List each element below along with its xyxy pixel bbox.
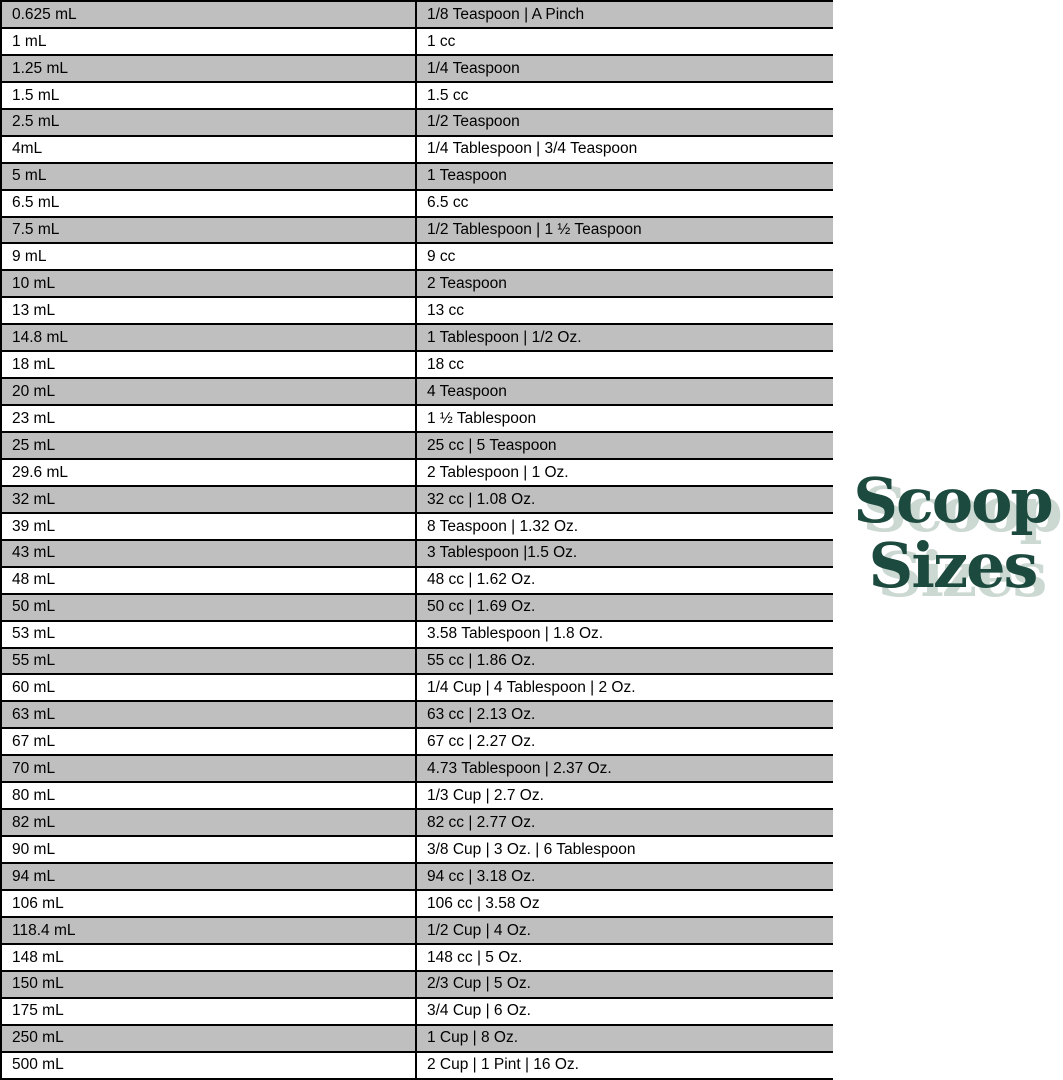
ml-cell: 32 mL [2, 487, 417, 512]
table-row [2, 298, 833, 325]
equivalent-cell: 1/8 Teaspoon | A Pinch [427, 5, 585, 23]
table-row [2, 999, 833, 1026]
ml-cell: 175 mL [2, 999, 417, 1024]
table-row [2, 783, 833, 810]
table-row [2, 83, 833, 110]
ml-cell: 1.25 mL [2, 56, 417, 81]
ml-cell: 20 mL [2, 379, 417, 404]
ml-cell: 500 mL [2, 1053, 417, 1078]
equivalent-cell: 63 cc | 2.13 Oz. [427, 706, 536, 724]
table-row [2, 56, 833, 83]
equivalent-cell: 2 Tablespoon | 1 Oz. [427, 463, 569, 481]
equivalent-cell: 3/4 Cup | 6 Oz. [427, 1002, 531, 1020]
table-row [2, 891, 833, 918]
ml-cell: 80 mL [2, 783, 417, 808]
equivalent-cell: 1 Tablespoon | 1/2 Oz. [427, 328, 582, 346]
ml-cell: 2.5 mL [2, 110, 417, 135]
equivalent-cell: 1/4 Teaspoon [427, 59, 520, 77]
table-row [2, 729, 833, 756]
equivalent-cell: 1/4 Cup | 4 Tablespoon | 2 Oz. [427, 679, 636, 697]
table-row [2, 514, 833, 541]
scoop-sizes-logo [842, 464, 1063, 602]
equivalent-cell: 1 Teaspoon [427, 167, 507, 185]
equivalent-cell: 1/2 Cup | 4 Oz. [427, 921, 531, 939]
equivalent-cell: 8 Teaspoon | 1.32 Oz. [427, 517, 579, 535]
ml-cell: 9 mL [2, 244, 417, 269]
table-row [2, 918, 833, 945]
equivalent-cell: 94 cc | 3.18 Oz. [427, 867, 536, 885]
table-row [2, 702, 833, 729]
ml-cell: 148 mL [2, 945, 417, 970]
equivalent-cell: 2 Teaspoon [427, 275, 507, 293]
logo-line-2: Sizes [868, 529, 1037, 602]
ml-cell: 70 mL [2, 756, 417, 781]
table-row [2, 864, 833, 891]
table-row [2, 379, 833, 406]
equivalent-cell: 1/3 Cup | 2.7 Oz. [427, 786, 544, 804]
equivalent-cell: 148 cc | 5 Oz. [427, 948, 523, 966]
ml-cell: 25 mL [2, 433, 417, 458]
table-row [2, 218, 833, 245]
table-row [2, 1053, 833, 1080]
table-row [2, 810, 833, 837]
equivalent-cell: 3.58 Tablespoon | 1.8 Oz. [427, 625, 604, 643]
ml-cell: 10 mL [2, 271, 417, 296]
equivalent-cell: 1/2 Teaspoon [427, 113, 520, 131]
table-row [2, 837, 833, 864]
equivalent-cell: 1.5 cc [427, 86, 469, 104]
table-row [2, 406, 833, 433]
equivalent-cell: 82 cc | 2.77 Oz. [427, 813, 536, 831]
equivalent-cell: 3/8 Cup | 3 Oz. | 6 Tablespoon [427, 840, 636, 858]
table-row [2, 137, 833, 164]
equivalent-cell: 106 cc | 3.58 Oz [427, 894, 540, 912]
ml-cell: 4mL [2, 137, 417, 162]
equivalent-cell: 32 cc | 1.08 Oz. [427, 490, 536, 508]
ml-cell: 53 mL [2, 622, 417, 647]
table-row [2, 29, 833, 56]
table-row [2, 460, 833, 487]
ml-cell: 43 mL [2, 541, 417, 566]
table-row [2, 191, 833, 218]
ml-cell: 106 mL [2, 891, 417, 916]
ml-cell: 1.5 mL [2, 83, 417, 108]
equivalent-cell: 1/4 Tablespoon | 3/4 Teaspoon [427, 140, 638, 158]
ml-cell: 18 mL [2, 352, 417, 377]
ml-cell: 67 mL [2, 729, 417, 754]
table-row [2, 675, 833, 702]
ml-cell: 90 mL [2, 837, 417, 862]
table-row [2, 164, 833, 191]
ml-cell: 0.625 mL [2, 2, 417, 27]
table-row [2, 756, 833, 783]
ml-cell: 250 mL [2, 1026, 417, 1051]
ml-cell: 5 mL [2, 164, 417, 189]
ml-cell: 63 mL [2, 702, 417, 727]
ml-cell: 50 mL [2, 595, 417, 620]
equivalent-cell: 4.73 Tablespoon | 2.37 Oz. [427, 759, 612, 777]
ml-cell: 82 mL [2, 810, 417, 835]
equivalent-cell: 9 cc [427, 248, 456, 266]
equivalent-cell: 1 ½ Tablespoon [427, 409, 537, 427]
equivalent-cell: 2/3 Cup | 5 Oz. [427, 975, 531, 993]
table-row [2, 1026, 833, 1053]
ml-cell: 23 mL [2, 406, 417, 431]
equivalent-cell: 55 cc | 1.86 Oz. [427, 652, 536, 670]
ml-cell: 94 mL [2, 864, 417, 889]
table-row [2, 110, 833, 137]
equivalent-cell: 13 cc [427, 302, 465, 320]
ml-cell: 13 mL [2, 298, 417, 323]
equivalent-cell: 48 cc | 1.62 Oz. [427, 571, 536, 589]
table-row [2, 2, 833, 29]
equivalent-cell: 25 cc | 5 Teaspoon [427, 436, 557, 454]
ml-cell: 60 mL [2, 675, 417, 700]
table-row [2, 972, 833, 999]
table-row [2, 622, 833, 649]
table-row [2, 244, 833, 271]
ml-cell: 118.4 mL [2, 918, 417, 943]
logo-line-1: Scoop [853, 464, 1052, 537]
table-row [2, 271, 833, 298]
table-row [2, 568, 833, 595]
equivalent-cell: 50 cc | 1.69 Oz. [427, 598, 536, 616]
table-row [2, 433, 833, 460]
table-row [2, 595, 833, 622]
ml-cell: 1 mL [2, 29, 417, 54]
ml-cell: 48 mL [2, 568, 417, 593]
ml-cell: 55 mL [2, 649, 417, 674]
equivalent-cell: 1/2 Tablespoon | 1 ½ Teaspoon [427, 221, 642, 239]
equivalent-cell: 2 Cup | 1 Pint | 16 Oz. [427, 1056, 579, 1074]
ml-cell: 6.5 mL [2, 191, 417, 216]
equivalent-cell: 1 cc [427, 32, 456, 50]
table-row [2, 649, 833, 676]
table-row [2, 487, 833, 514]
table-row [2, 945, 833, 972]
equivalent-cell: 18 cc [427, 355, 465, 373]
equivalent-cell: 4 Teaspoon [427, 382, 507, 400]
equivalent-cell: 1 Cup | 8 Oz. [427, 1029, 519, 1047]
ml-cell: 14.8 mL [2, 325, 417, 350]
ml-cell: 7.5 mL [2, 218, 417, 243]
ml-cell: 29.6 mL [2, 460, 417, 485]
equivalent-cell: 6.5 cc [427, 194, 469, 212]
ml-cell: 39 mL [2, 514, 417, 539]
table-row [2, 541, 833, 568]
table-row [2, 352, 833, 379]
table-row [2, 325, 833, 352]
equivalent-cell: 67 cc | 2.27 Oz. [427, 733, 536, 751]
ml-cell: 150 mL [2, 972, 417, 997]
equivalent-cell: 3 Tablespoon |1.5 Oz. [427, 544, 578, 562]
